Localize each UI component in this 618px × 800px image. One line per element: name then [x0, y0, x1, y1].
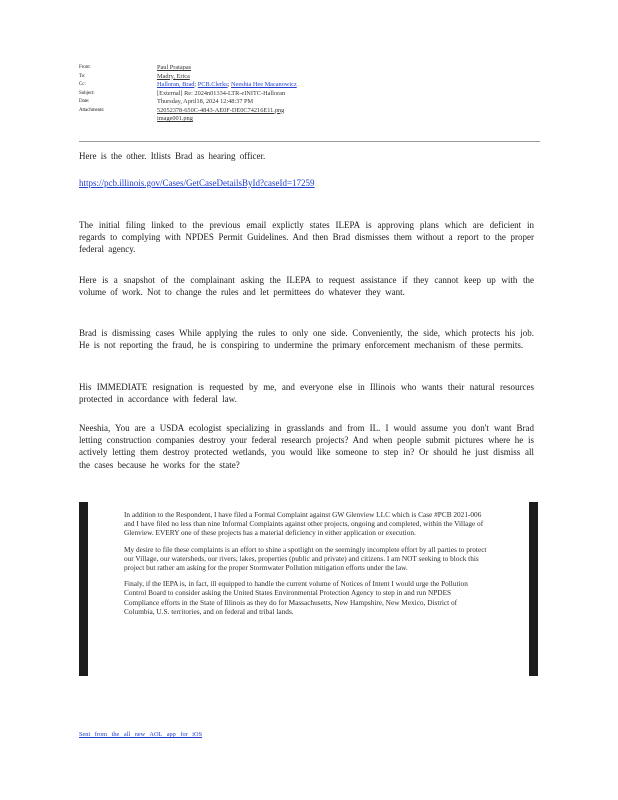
- to-row: [79, 73, 539, 82]
- date-value: Thursday, April18, 2024 12:48:37 PM: [157, 98, 254, 105]
- snapshot-paragraph-2: My desire to file these complaints is an effort to shine a spotlight on the seemingly incomplete effort by all parties to protect our Village, our watersheds, our rivers, lakes, properties (public and private) and citizens. I am NOT seeking to block this project but rather am asking for the proper Stormwater Pollution mitigation efforts under the law.: [124, 544, 487, 573]
- snapshot-text: [124, 510, 488, 623]
- sent-from-link[interactable]: Sent from the all new AOL app for iOS: [79, 731, 203, 738]
- snapshot-image: [79, 502, 538, 676]
- body-paragraph-5: His IMMEDIATE resignation is requested by me, and everyone else in Illinois who wants their natural resources protected in accordance with federal law.: [79, 382, 534, 405]
- body-paragraph-6: Neeshia, You are a USDA ecologist specializing in grasslands and from IL. I would assume you don't want Brad letting construction companies destroy your federal research projects? And when people submit pictures where he is actively letting them destroy protected wetlands, you would like someone to step in? Or should he just dismiss all the cases because he works for the state?: [79, 423, 534, 470]
- cc-row: [79, 81, 539, 90]
- to-label: To:: [79, 73, 86, 79]
- snapshot-left-bar: [79, 502, 88, 676]
- snapshot-paragraph-3: Finaly, if the IEPA is, in fact, ill equipped to handle the current volume of Notices of Intent I would urge the Pollution Control Board to consider asking the United States Environmental Protection Agency to step in and run NPDES Compliance efforts in the State of Illinois as they do for Massachusetts, New Hampshire, New Mexico, District of Columbia, U.S. territories, and on federal and tribal lands.: [124, 579, 468, 616]
- to-link[interactable]: Madry, Erica: [157, 72, 190, 80]
- body-paragraph-4: Brad is dismissing cases While applying the rules to only one side. Conveniently, the side, which protects his job. He is not reporting the fraud, he is conspiring to undermine the primary enforcement mechanism of these permits.: [79, 328, 534, 351]
- cc-link-neeshia[interactable]: Neeshia Hee Macanowicz: [231, 81, 297, 88]
- subject-value: [External] Re: 2024n01334-LTR-eINITC-Halloran: [157, 89, 286, 97]
- snapshot-right-bar: [529, 502, 538, 676]
- attachments-label: Attachments:: [79, 107, 105, 113]
- cc-label: Cc:: [79, 82, 86, 87]
- cc-link-halloran[interactable]: Halloran, Brad: [157, 81, 195, 88]
- cc-values: [157, 81, 297, 90]
- attachments-row: [79, 107, 539, 116]
- subject-row: [79, 90, 539, 99]
- cc-link-pcb-clerks[interactable]: PCB.Clerks: [197, 81, 228, 88]
- from-row: [79, 64, 539, 73]
- from-link[interactable]: Paul Pratapas: [157, 64, 192, 71]
- cc-separator: ;: [227, 81, 230, 88]
- header-divider: [79, 141, 540, 142]
- cc-separator: ;: [194, 81, 197, 88]
- date-row: [79, 98, 539, 107]
- attachment-link-2[interactable]: image001.png: [157, 115, 193, 122]
- attachments-row-2: [79, 115, 539, 124]
- case-url-link[interactable]: https://pcb.illinois.gov/Cases/GetCaseDetailsById?caseId=17259: [79, 178, 315, 188]
- from-label: From:: [79, 65, 91, 70]
- body-paragraph-3: Here is a snapshot of the complainant asking the ILEPA to request assistance if they cannot keep up with the volume of work. Not to change the rules and let permittees do whatever they want.: [79, 275, 534, 298]
- attachment-link-1[interactable]: 52052378-650C-4843-AE0F-DE0C74216E11.png: [157, 106, 285, 114]
- case-url-line: [79, 177, 534, 189]
- subject-label: Subject:: [79, 90, 95, 96]
- body-paragraph-1: Here is the other. Itlists Brad as hearing officer.: [79, 151, 266, 161]
- email-header: [79, 64, 539, 124]
- date-label: Date:: [79, 99, 90, 104]
- snapshot-paragraph-1: In addition to the Respondent, I have filed a Formal Complaint against GW Glenview LLC which is Case #PCB 2021-006 and I have filed no less than nine Informal Complaints against other projects, ongoing and completed, within the Village of Glenview. EVERY one of these projects has a material deficiency in either application or execution.: [124, 510, 484, 538]
- body-paragraph-2: The initial filing linked to the previous email explictly states ILEPA is approving plans which are deficient in regards to complying with NPDES Permit Guidelines. And then Brad dismisses them without a report to the proper federal agency.: [79, 220, 534, 255]
